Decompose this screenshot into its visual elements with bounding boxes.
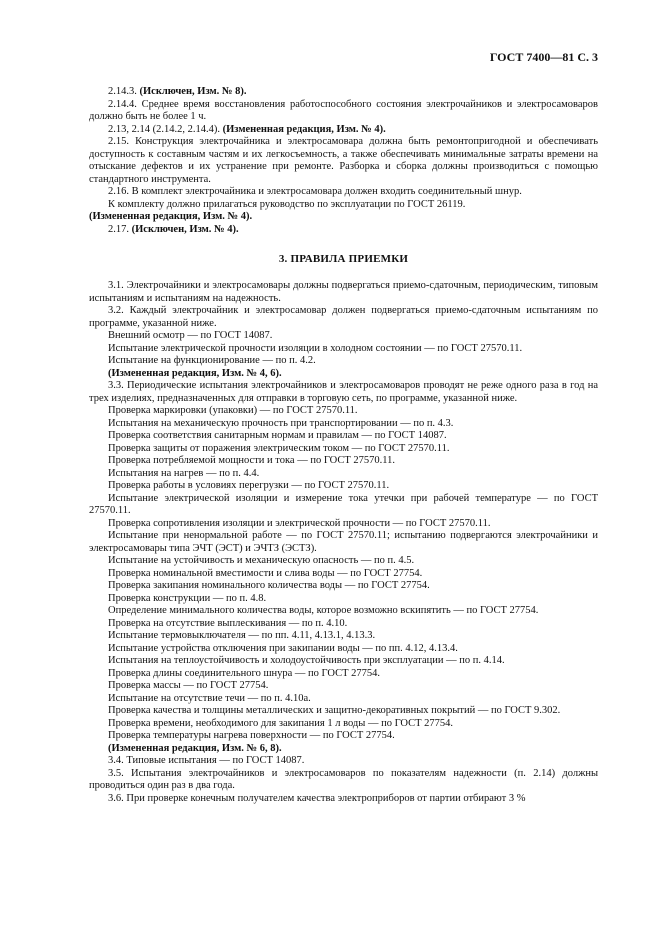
test-item: Проверка сопротивления изоляции и электрической прочности — по ГОСТ 27570.11. [108,517,491,529]
test-item: Испытания на механическую прочность при транспортировании — по п. 4.3. [108,417,454,429]
clause-2-14-4: 2.14.4. Среднее время восстановления работоспособного состояния электрочайников и электросамоваров должно быть не более 1 ч. [89,98,598,122]
test-item: Проверка времени, необходимого для закипания 1 л воды — по ГОСТ 27754. [108,717,454,729]
amendment-note: (Измененная редакция, Изм. № 4). [89,211,253,222]
clause-3-3: 3.3. Периодические испытания электрочайников и электросамоваров проводят не реже одного раза в год на трех изделиях, предназначенных для отправки в торговую сеть, по программе, указанной ниже. [89,380,598,404]
amendment-note: (Измененная редакция, Изм. № 4, 6). [108,367,282,379]
test-item: Проверка маркировки (упаковки) — по ГОСТ 27570.11. [108,405,358,416]
clause-2-17 [89,224,598,237]
test-item: Испытание устройства отключения при закипании воды — по пп. 4.12, 4.13.4. [108,642,458,654]
test-item: Проверка качества и толщины металлических и защитно-декоративных покрытий — по ГОСТ 9.302. [108,705,561,716]
clause-number: 2.14.3. [108,86,140,97]
test-item: Проверка потребляемой мощности и тока — по ГОСТ 27570.11. [108,455,395,466]
clause-3-6: 3.6. При проверке конечным получателем качества электроприборов от партии отбирают 3 % [108,792,526,804]
section-title: 3. ПРАВИЛА ПРИЕМКИ [278,253,409,265]
test-item: Испытание на функционирование — по п. 4.2. [108,355,316,366]
test-item: Проверка закипания номинального количества воды — по ГОСТ 27754. [108,580,430,591]
test-item: Испытание электрической изоляции и измерение тока утечки при рабочей температуре — по ГОСТ 27570.11. [89,492,598,516]
document-page [89,50,598,805]
test-item: Испытание на отсутствие течи — по п. 4.10а. [108,692,311,704]
amendment-note: (Измененная редакция, Изм. № 6, 8). [108,742,282,754]
test-item: Испытания на теплоустойчивость и холодоустойчивость при эксплуатации — по п. 4.14. [108,655,505,666]
test-item: Проверка соответствия санитарным нормам и правилам — по ГОСТ 14087. [108,430,447,441]
test-item: Проверка температуры нагрева поверхности — по ГОСТ 27754. [108,730,395,741]
clause-3-2: 3.2. Каждый электрочайник и электросамовар должен подвергаться приемо-сдаточным испытаниям по программе, указанной ниже. [89,305,598,329]
clause-number: 2.13, 2.14 (2.14.2, 2.14.4). [108,123,223,135]
test-item: Испытание электрической прочности изоляции в холодном состоянии — по ГОСТ 27570.11. [108,342,523,354]
test-item: Проверка конструкции — по п. 4.8. [108,592,267,604]
test-item: Проверка на отсутствие выплескивания — по п. 4.10. [108,617,348,629]
amendment-note: (Исключен, Изм. № 8). [139,86,247,97]
clause-2-16: 2.16. В комплект электрочайника и электросамовара должен входить соединительный шнур. [108,186,522,197]
clause-3-1: 3.1. Электрочайники и электросамовары должны подвергаться приемо-сдаточным, периодическим, типовым испытаниям и испытаниям на надежность. [89,280,598,304]
document-header: ГОСТ 7400—81 С. 3 [489,50,598,64]
test-item: Проверка номинальной вместимости и слива воды — по ГОСТ 27754. [108,567,423,579]
clause-2-13-2-14-note [89,124,598,137]
test-item: Испытание на устойчивость и механическую опасность — по п. 4.5. [108,555,415,566]
test-item: Проверка работы в условиях перегрузки — по ГОСТ 27570.11. [108,480,390,491]
clause-number: 2.17. [108,223,132,235]
clause-2-15: 2.15. Конструкция электрочайника и электросамовара должна быть ремонтопригодной и обеспечивать доступность к составным частям и их легкосъемность, а также обеспечивать минимальные затраты времени на отыскание дефектов и их устранение при ремонте. Разборка и сборка должны производиться с помощью стандартного инструмента. [89,136,598,185]
clause-3-5: 3.5. Испытания электрочайников и электросамоваров по показателям надежности (п. 2.14) должны проводиться один раз в два года. [89,767,598,791]
test-item: Проверка длины соединительного шнура — по ГОСТ 27754. [108,667,380,679]
test-item: Испытания на нагрев — по п. 4.4. [108,467,260,479]
clause-2-14-3 [89,86,598,99]
clause-3-4: 3.4. Типовые испытания — по ГОСТ 14087. [108,755,305,766]
test-item: Проверка массы — по ГОСТ 27754. [108,680,269,691]
test-item: Испытание термовыключателя — по пп. 4.11, 4.13.1, 4.13.3. [108,630,376,641]
periodic-test-list [89,405,598,743]
clause-2-16-manual: К комплекту должно прилагаться руководство по эксплуатации по ГОСТ 26119. [108,198,466,210]
test-item: Определение минимального количества воды, которое возможно вскипятить — по ГОСТ 27754. [108,605,539,616]
amendment-note: (Исключен, Изм. № 4). [131,223,239,235]
test-item: Внешний осмотр — по ГОСТ 14087. [108,330,273,341]
test-item: Проверка защиты от поражения электрическим током — по ГОСТ 27570.11. [108,442,450,454]
amendment-note: (Измененная редакция, Изм. № 4). [222,123,386,135]
test-item: Испытание при ненормальной работе — по ГОСТ 27570.11; испытанию подвергаются электрочайники и электросамовары типа ЭЧТ (ЭСТ) и ЭЧТЗ (ЭСТЗ). [89,530,598,554]
